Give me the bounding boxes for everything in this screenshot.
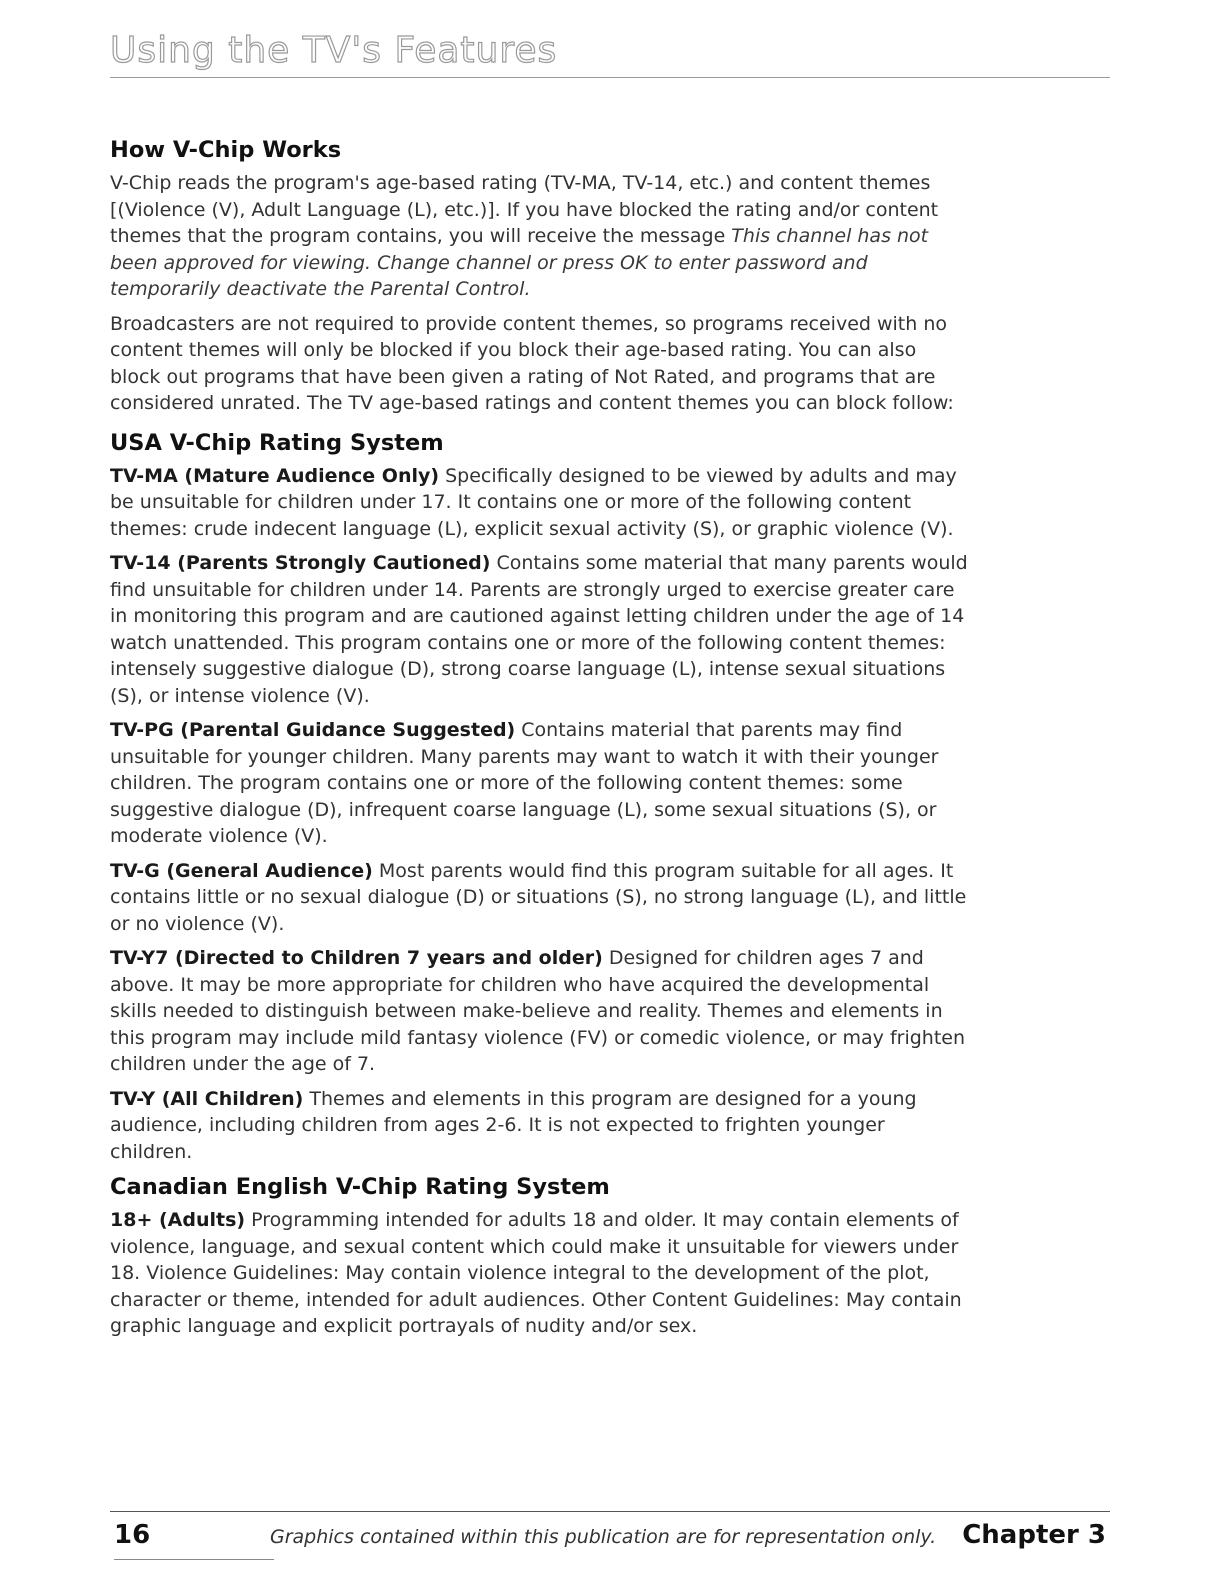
- page-number-rule: [114, 1559, 274, 1560]
- rating-term: TV-Y7 (Directed to Children 7 years and older): [110, 947, 603, 969]
- rating-tv-y7: [110, 945, 970, 1078]
- rating-term: TV-Y (All Children): [110, 1087, 304, 1110]
- how-vchip-text: V-Chip reads the program's age-based rating (TV-MA, TV-14, etc.) and content themes [(Violence (V), Adult Language (L), etc.)]. If you have blocked the rating and/or content themes that the program contains, you will receive the message: [110, 172, 939, 247]
- how-vchip-paragraph-1: [110, 170, 970, 303]
- rating-description: Contains material that parents may find unsuitable for younger children. Many parents may want to watch it with their younger children. The program contains one or more of the following content themes: some suggestive dialogue (D), infrequent coarse language (L), some sexual situations (S), or moderate violence (V).: [110, 719, 939, 847]
- section-heading-usa: USA V-Chip Rating System: [110, 429, 444, 456]
- rating-tv-pg: [110, 717, 970, 850]
- rating-description: Specifically designed to be viewed by adults and may be unsuitable for children under 17. It contains one or more of the following content themes: crude indecent language (L), explicit sexual activity (S), or graphic violence (V).: [110, 464, 957, 540]
- section-heading-how-vchip: How V-Chip Works: [110, 137, 342, 163]
- chapter-label: Chapter 3: [962, 1520, 1106, 1550]
- rating-term: TV-G (General Audience): [110, 859, 373, 882]
- page-number: 16: [114, 1520, 151, 1550]
- rating-description: Designed for children ages 7 and above. It may be more appropriate for children who have acquired the developmental skills needed to distinguish between make-believe and reality. Themes and elements in this program may include mild fantasy violence (FV) or comedic violence, or may frighten children under the age of 7.: [110, 947, 966, 1075]
- blocked-channel-message: This channel has not been approved for viewing. Change channel or press OK to enter password and temporarily deactivate the Parental Control.: [110, 225, 929, 300]
- page-content: [110, 136, 970, 1348]
- rating-tv-g: [110, 858, 970, 938]
- rating-term: TV-MA (Mature Audience Only): [110, 464, 440, 487]
- page-footer: [110, 1511, 1110, 1550]
- rating-description: Contains some material that many parents would find unsuitable for children under 14. Parents are strongly urged to exercise greater care in monitoring this program and are cautioned against letting children under the age of 14 watch unattended. This program contains one or more of the following content themes: intensely suggestive dialogue (D), strong coarse language (L), intense sexual situations (S), or intense violence (V).: [110, 552, 968, 707]
- section-heading-canada: Canadian English V-Chip Rating System: [110, 1174, 610, 1200]
- rating-tv-y: [110, 1086, 970, 1166]
- page-title: Using the TV's Features: [110, 30, 558, 71]
- rating-description: Most parents would find this program suitable for all ages. It contains little or no sexual dialogue (D) or situations (S), no strong language (L), and little or no violence (V).: [110, 859, 967, 935]
- rating-term: TV-PG (Parental Guidance Suggested): [110, 719, 516, 741]
- rating-term: 18+ (Adults): [110, 1209, 246, 1231]
- how-vchip-paragraph-2: Broadcasters are not required to provide content themes, so programs received with no content themes will only be blocked if you block their age-based rating. You can also block out programs that have been given a rating of Not Rated, and programs that are considered unrated. The TV age-based ratings and content themes you can block follow:: [110, 312, 954, 414]
- rating-term: TV-14 (Parents Strongly Cautioned): [110, 552, 491, 574]
- rating-description: Programming intended for adults 18 and older. It may contain elements of violence, language, and sexual content which could make it unsuitable for viewers under 18. Violence Guidelines: May contain violence integral to the development of the plot, character or theme, intended for adult audiences. Other Content Guidelines: May contain graphic language and explicit portrayals of nudity and/or sex.: [110, 1209, 962, 1337]
- page-header: [110, 30, 1110, 78]
- rating-description: Themes and elements in this program are designed for a young audience, including children from ages 2-6. It is not expected to frighten younger children.: [110, 1087, 917, 1163]
- rating-18-plus: [110, 1207, 970, 1340]
- rating-tv-14: [110, 550, 970, 709]
- rating-tv-ma: [110, 463, 970, 543]
- footer-note: Graphics contained within this publication are for representation only.: [270, 1526, 937, 1548]
